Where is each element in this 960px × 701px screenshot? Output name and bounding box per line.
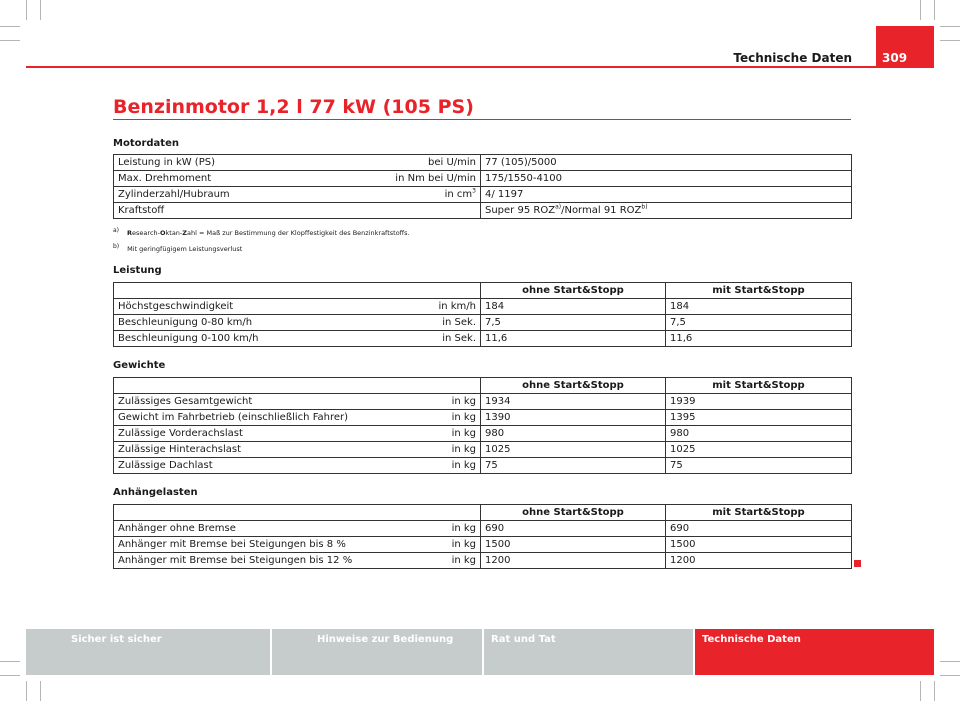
title-rule <box>113 119 851 120</box>
page-title: Benzinmotor 1,2 l 77 kW (105 PS) <box>113 96 474 118</box>
row-value: 1390 <box>481 410 666 426</box>
row-label: Zylinderzahl/Hubraum <box>114 187 369 203</box>
crop-mark <box>940 675 960 676</box>
row-value: 11,6 <box>481 331 666 347</box>
footnote-ref-a: a) <box>555 203 562 211</box>
footer-tab-sicher[interactable]: Sicher ist sicher <box>26 629 270 675</box>
footnote-a <box>113 226 410 237</box>
row-value: 690 <box>666 521 852 537</box>
crop-mark <box>40 0 41 20</box>
row-label: Anhänger ohne Bremse <box>114 521 369 537</box>
table-row <box>114 553 852 569</box>
row-value: 1500 <box>481 537 666 553</box>
footer-tab-technische-daten[interactable]: Technische Daten <box>695 629 934 675</box>
row-unit: in Sek. <box>369 331 481 347</box>
footnote-mark: a) <box>113 226 120 234</box>
crop-mark <box>0 40 20 41</box>
crop-mark <box>40 681 41 701</box>
footnote-text: esearch- <box>132 229 160 237</box>
row-unit: in Nm bei U/min <box>369 171 481 187</box>
row-label: Zulässige Dachlast <box>114 458 369 474</box>
anhaenger-heading: Anhängelasten <box>113 487 198 498</box>
motordaten-heading: Motordaten <box>113 138 179 149</box>
row-unit: bei U/min <box>369 155 481 171</box>
crop-mark <box>0 675 20 676</box>
row-value: 77 (105)/5000 <box>481 155 852 171</box>
gewichte-heading: Gewichte <box>113 360 166 371</box>
row-unit: in kg <box>369 458 481 474</box>
footer-tab-hinweise[interactable]: Hinweise zur Bedienung <box>272 629 482 675</box>
row-value: 11,6 <box>666 331 852 347</box>
row-value: 1200 <box>481 553 666 569</box>
row-label: Anhänger mit Bremse bei Steigungen bis 12 % <box>114 553 369 569</box>
row-label: Zulässiges Gesamtgewicht <box>114 394 369 410</box>
row-label: Zulässige Vorderachslast <box>114 426 369 442</box>
footnote-text: ahl = Maß zur Bestimmung der Klopffestigkeit des Benzinkraftstoffs. <box>187 229 410 237</box>
section-end-marker <box>854 560 861 567</box>
row-label: Leistung in kW (PS) <box>114 155 369 171</box>
row-label: Zulässige Hinterachslast <box>114 442 369 458</box>
table-row <box>114 458 852 474</box>
footnote-mark: b) <box>113 242 120 250</box>
column-header: mit Start&Stopp <box>666 378 852 394</box>
header-section-title: Technische Daten <box>733 51 852 65</box>
crop-mark <box>934 681 935 701</box>
table-row <box>114 426 852 442</box>
row-unit: in kg <box>369 521 481 537</box>
row-value: 1934 <box>481 394 666 410</box>
table-row <box>114 315 852 331</box>
row-label: Gewicht im Fahrbetrieb (einschließlich Fahrer) <box>114 410 369 426</box>
footnote-bold-letter: O <box>159 229 166 237</box>
page-number: 309 <box>876 26 934 68</box>
anhaenger-table <box>113 504 852 569</box>
crop-mark <box>920 0 921 20</box>
table-row <box>114 203 852 219</box>
row-value: 75 <box>481 458 666 474</box>
table-header-row <box>114 378 852 394</box>
row-unit: in kg <box>369 410 481 426</box>
row-value: 1025 <box>666 442 852 458</box>
header-empty-cell <box>114 283 481 299</box>
row-label: Höchstgeschwindigkeit <box>114 299 369 315</box>
unit-superscript: 3 <box>472 187 476 195</box>
row-label: Max. Drehmoment <box>114 171 369 187</box>
table-row <box>114 521 852 537</box>
header-rule <box>26 66 934 68</box>
crop-mark <box>940 40 960 41</box>
row-label: Kraftstoff <box>114 203 369 219</box>
crop-mark <box>0 661 20 662</box>
table-header-row <box>114 505 852 521</box>
row-unit <box>369 203 481 219</box>
unit-text: in cm <box>444 189 473 200</box>
footnote-text: Mit geringfügigem Leistungsverlust <box>127 245 243 253</box>
header-empty-cell <box>114 505 481 521</box>
table-row <box>114 331 852 347</box>
column-header: mit Start&Stopp <box>666 505 852 521</box>
column-header: ohne Start&Stopp <box>481 378 666 394</box>
row-unit <box>369 187 481 203</box>
footnote-bold-letter: R <box>127 229 133 237</box>
crop-mark <box>934 0 935 20</box>
crop-mark <box>940 26 960 27</box>
footnote-text: ktan- <box>165 229 183 237</box>
row-unit: in kg <box>369 442 481 458</box>
table-row <box>114 187 852 203</box>
table-row <box>114 155 852 171</box>
fuel-super: Super 95 ROZ <box>485 205 556 216</box>
row-value: 1939 <box>666 394 852 410</box>
crop-mark <box>26 0 27 20</box>
footer-tab-rat[interactable]: Rat und Tat <box>484 629 693 675</box>
column-header: mit Start&Stopp <box>666 283 852 299</box>
column-header: ohne Start&Stopp <box>481 283 666 299</box>
row-value: 75 <box>666 458 852 474</box>
row-label: Anhänger mit Bremse bei Steigungen bis 8 % <box>114 537 369 553</box>
row-label: Beschleunigung 0-80 km/h <box>114 315 369 331</box>
row-value: 184 <box>666 299 852 315</box>
row-value: 1500 <box>666 537 852 553</box>
table-row <box>114 394 852 410</box>
footnote-b <box>113 242 243 253</box>
row-value: 7,5 <box>666 315 852 331</box>
leistung-heading: Leistung <box>113 265 162 276</box>
leistung-table <box>113 282 852 347</box>
fuel-normal: /Normal 91 ROZ <box>561 205 642 216</box>
row-value: 1025 <box>481 442 666 458</box>
row-unit: in km/h <box>369 299 481 315</box>
table-row <box>114 299 852 315</box>
crop-mark <box>920 681 921 701</box>
row-value <box>481 203 852 219</box>
crop-mark <box>0 26 20 27</box>
crop-mark <box>940 661 960 662</box>
footnote-ref-b: b) <box>641 203 648 211</box>
gewichte-table <box>113 377 852 474</box>
row-value: 7,5 <box>481 315 666 331</box>
row-label: Beschleunigung 0-100 km/h <box>114 331 369 347</box>
table-row <box>114 537 852 553</box>
footnote-bold-letter: Z <box>182 229 187 237</box>
row-unit: in kg <box>369 426 481 442</box>
row-value: 1200 <box>666 553 852 569</box>
row-value: 980 <box>666 426 852 442</box>
table-row <box>114 171 852 187</box>
row-unit: in kg <box>369 394 481 410</box>
table-row <box>114 442 852 458</box>
row-value: 1395 <box>666 410 852 426</box>
header-empty-cell <box>114 378 481 394</box>
row-value: 690 <box>481 521 666 537</box>
table-row <box>114 410 852 426</box>
row-unit: in Sek. <box>369 315 481 331</box>
row-value: 175/1550-4100 <box>481 171 852 187</box>
row-unit: in kg <box>369 537 481 553</box>
crop-mark <box>26 681 27 701</box>
column-header: ohne Start&Stopp <box>481 505 666 521</box>
motordaten-table <box>113 154 852 219</box>
row-value: 980 <box>481 426 666 442</box>
row-unit: in kg <box>369 553 481 569</box>
row-value: 4/ 1197 <box>481 187 852 203</box>
table-header-row <box>114 283 852 299</box>
row-value: 184 <box>481 299 666 315</box>
